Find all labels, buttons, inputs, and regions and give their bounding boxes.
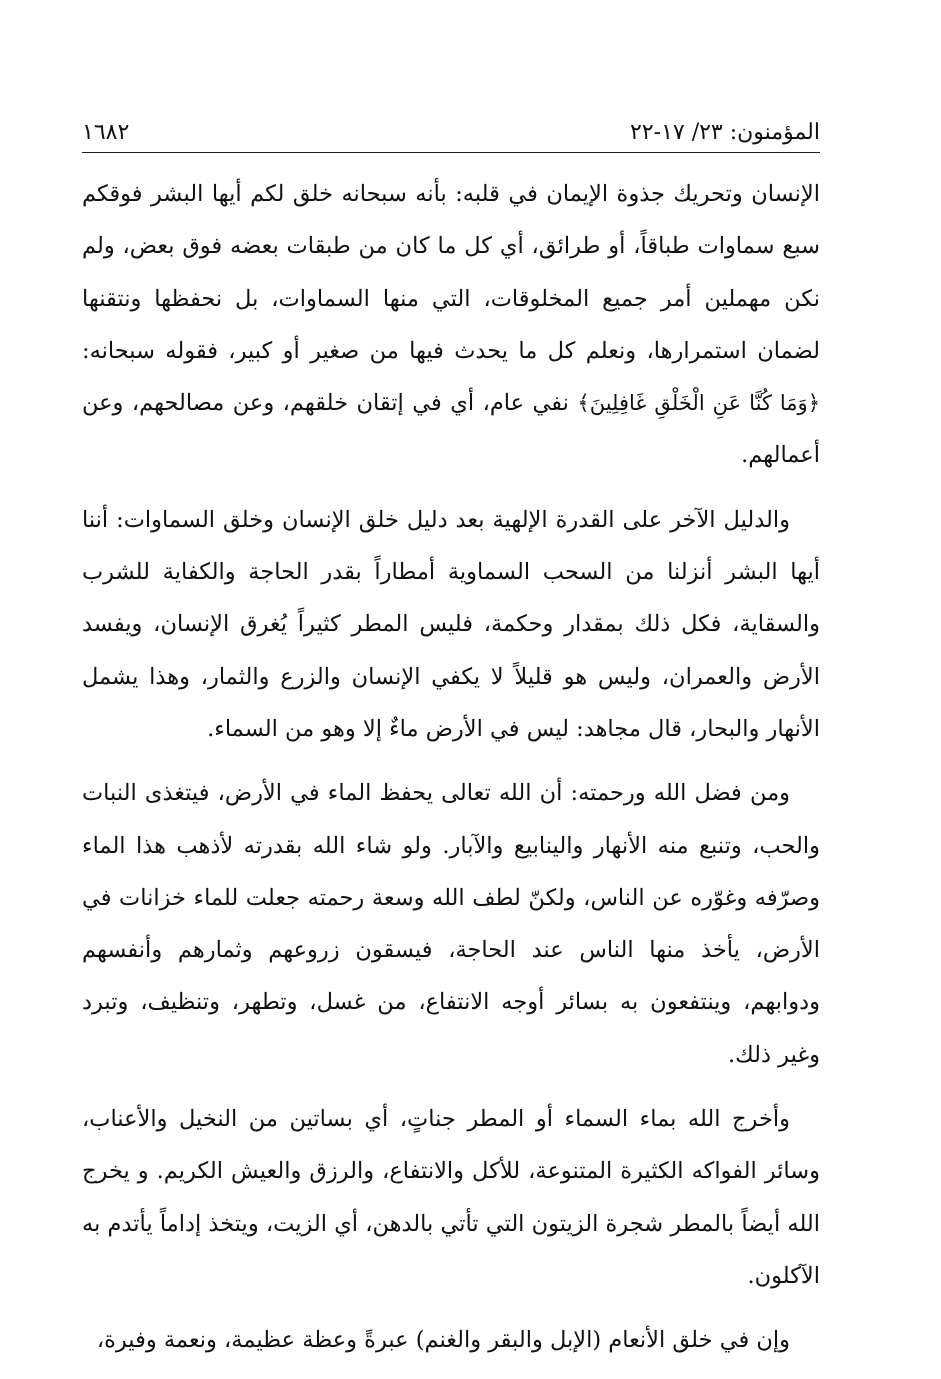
header-divider — [82, 152, 820, 153]
paragraph-2: والدليل الآخر على القدرة الإلهية بعد دليل خلق الإنسان وخلق السماوات: أننا أيها البشر أنزلنا من السحب السماوية أمطاراً بقدر الحاجة والكفاية للشرب والسقاية، فكل ذلك بمقدار وحكمة، فليس المطر كثيراً يُغرق الإنسان، ويفسد الأرض والعمران، وليس هو قليلاً لا يكفي الإنسان والزرع والثمار، وهذا يشمل الأنهار والبحار، قال مجاهد: ليس في الأرض ماءٌ إلا وهو من السماء. — [82, 506, 820, 742]
page-number: ١٦٨٢ — [82, 120, 130, 145]
paragraph-5: وإن في خلق الأنعام (الإبل والبقر والغنم) عبرةً وعظة عظيمة، ونعمة وفيرة، — [96, 1327, 790, 1354]
surah-reference: المؤمنون: ٢٣/ ١٧-٢٢ — [629, 120, 820, 145]
paragraph-1 — [82, 168, 820, 482]
paragraph-4: وأخرج الله بماء السماء أو المطر جناتٍ، أي بساتين من النخيل والأعناب، وسائر الفواكه الكثيرة المتنوعة، للأكل والانتفاع، والرزق والعيش الكريم. و يخرج الله أيضاً بالمطر شجرة الزيتون التي تأتي بالدهن، أي الزيت، ويتخذ إداماً يأتدم به الآكلون. — [82, 1106, 821, 1289]
paragraph-1-text-before: الإنسان وتحريك جذوة الإيمان في قلبه: بأنه سبحانه خلق لكم أيها البشر فوقكم سبع سماوات طباقاً، أو طرائق، أي كل ما كان من طبقات بعضه فوق بعض، ولم نكن مهملين أمر جميع المخلوقات، التي منها السماوات، بل نحفظها ونتقنها لضمان استمرارها، ونعلم كل ما يحدث فيها من صغير أو كبير، فقوله سبحانه: — [82, 181, 820, 364]
quran-quote: ﴿وَمَا كُنَّا عَنِ الْخَلْقِ غَافِلِينَ﴾ — [577, 391, 821, 416]
paragraph-3: ومن فضل الله ورحمته: أن الله تعالى يحفظ الماء في الأرض، فيتغذى النبات والحب، وتنبع منه الأنهار والينابيع والآبار. ولو شاء الله بقدرته لأذهب هذا الماء وصرّفه وغوّره عن الناس، ولكنّ لطف الله وسعة رحمته جعلت للماء خزانات في الأرض، يأخذ منها الناس عند الحاجة، فيسقون زروعهم وثمارهم وأنفسهم ودوابهم، وينتفعون به بسائر أوجه الانتفاع، من غسل، وتطهر، وتنظيف، وتبرد وغير ذلك. — [82, 780, 820, 1068]
running-header — [82, 108, 820, 148]
body-text — [82, 168, 820, 1379]
paragraph-1-text-after: نفي عام، أي في إتقان خلقهم، وعن مصالحهم، وعن أعمالهم. — [82, 390, 820, 469]
